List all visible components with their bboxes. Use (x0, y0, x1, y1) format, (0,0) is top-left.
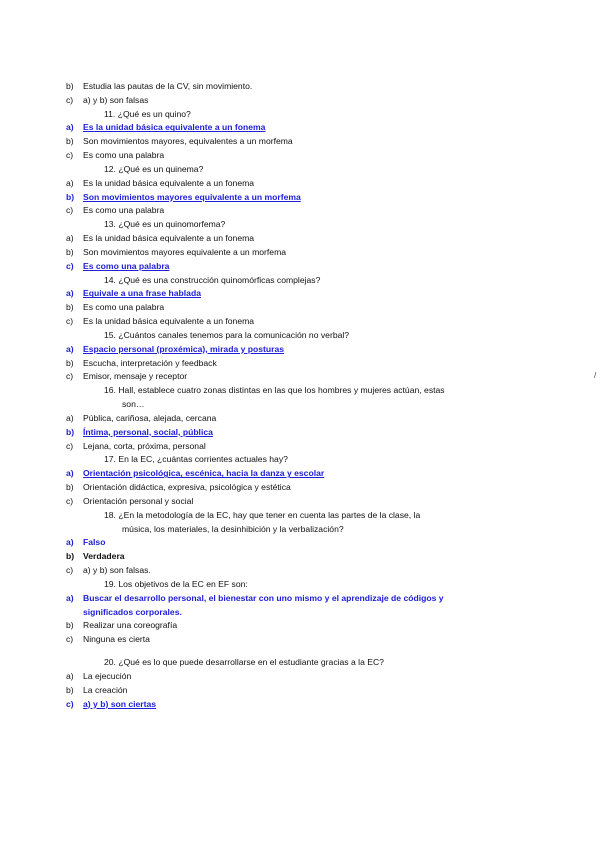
option (66, 685, 127, 696)
option-text: Es como una palabra (83, 302, 165, 313)
option-text: significados corporales. (83, 606, 182, 617)
question-text: 18. ¿En la metodología de la EC, hay que tener en cuenta las partes de la clase, la (104, 509, 421, 520)
option-letter: c) (66, 150, 74, 161)
answer-option (66, 344, 284, 355)
option-text: Emisor, mensaje y receptor (83, 371, 188, 382)
option-letter: a) (66, 412, 74, 423)
option-letter: a) (66, 177, 74, 188)
option-letter: b) (66, 136, 74, 147)
option-text: Es como una palabra (83, 205, 165, 216)
option (66, 358, 217, 369)
question-text: 16. Hall, establece cuatro zonas distintas en las que los hombres y mujeres actúan, estas (104, 385, 445, 396)
option-letter: a) (66, 288, 74, 299)
answer-option (66, 699, 156, 710)
margin-mark: / (594, 371, 597, 380)
option (66, 233, 254, 244)
option-letter: b) (66, 81, 74, 91)
question-text: 20. ¿Qué es lo que puede desarrollarse en el estudiante gracias a la EC? (104, 657, 384, 668)
option-text: a) y b) son falsas. (83, 565, 151, 576)
option-letter: c) (66, 698, 74, 709)
option (66, 371, 187, 382)
option-text: Falso (83, 537, 106, 548)
option-text: Lejana, corta, próxima, personal (83, 440, 206, 451)
answer-option (66, 607, 182, 618)
option-letter: b) (66, 246, 74, 257)
option-letter: b) (66, 426, 75, 437)
option (66, 81, 252, 92)
answer-option (66, 261, 169, 272)
option-letter: a) (66, 670, 74, 681)
option-letter: b) (66, 191, 75, 202)
option-letter: b) (66, 357, 74, 368)
option-letter: c) (66, 205, 74, 216)
option-letter: c) (66, 371, 74, 382)
answer-option (66, 537, 105, 548)
question-continuation: son… (122, 399, 145, 410)
option (66, 671, 131, 682)
question-text: 11. ¿Qué es un quino? (104, 108, 191, 119)
option-text: Pública, cariñosa, alejada, cercana (83, 412, 217, 423)
option-letter: b) (66, 620, 74, 631)
option-text: Verdadera (83, 551, 125, 562)
question-text: 12. ¿Qué es un quinema? (104, 163, 204, 174)
option (66, 316, 254, 327)
option-text: La creación (83, 684, 128, 695)
option-letter: a) (66, 592, 74, 603)
option-text: Estudia las pautas de la CV, sin movimiento. (83, 81, 253, 91)
option (66, 150, 164, 161)
option-text: Es la unidad básica equivalente a un fonema (83, 177, 255, 188)
option-letter: c) (66, 94, 74, 105)
answer-option (66, 192, 301, 203)
option-letter: a) (66, 468, 74, 479)
question-text: 19. Los objetivos de la EC en EF son: (104, 578, 248, 589)
option-letter: a) (66, 343, 74, 354)
option-letter: c) (66, 495, 74, 506)
option-text: Íntima, personal, social, pública (83, 426, 213, 437)
option-text: a) y b) son falsas (83, 94, 149, 105)
option-letter: b) (66, 684, 74, 695)
option (66, 178, 254, 189)
option-text: Es la unidad básica equivalente a un fonema (83, 316, 255, 327)
question-text: 13. ¿Qué es un quinomorfema? (104, 219, 226, 230)
option-text: Orientación personal y social (83, 495, 194, 506)
option-text: Son movimientos mayores equivalente a un morfema (83, 246, 287, 257)
option-letter: a) (66, 122, 74, 133)
question-text: 17. En la EC, ¿cuántas corrientes actuales hay? (104, 454, 288, 465)
option-letter: c) (66, 440, 74, 451)
question-continuation: música, los materiales, la desinhibición y la verbalización? (122, 523, 344, 534)
option-letter: b) (66, 302, 74, 313)
option (66, 620, 177, 631)
option (66, 496, 193, 507)
option-text: Realizar una coreografía (83, 620, 178, 631)
option-letter: a) (66, 537, 74, 548)
option (66, 205, 164, 216)
option-text: Es como una palabra (83, 150, 165, 161)
option-text: Orientación psicológica, escénica, hacia la danza y escolar (83, 468, 325, 479)
question-text: 15. ¿Cuántos canales tenemos para la comunicación no verbal? (104, 329, 350, 340)
option (66, 482, 291, 493)
option-text: Es la unidad básica equivalente a un fonema (83, 122, 266, 133)
option (66, 247, 286, 258)
option (66, 302, 164, 313)
option (66, 551, 125, 562)
option-text: Son movimientos mayores, equivalentes a un morfema (83, 136, 293, 147)
option-letter: c) (66, 316, 74, 327)
option-text: Equivale a una frase hablada (83, 288, 201, 299)
option-text: Escucha, interpretación y feedback (83, 357, 217, 368)
option-text: Es la unidad básica equivalente a un fonema (83, 233, 255, 244)
option-letter: b) (66, 482, 74, 493)
option (66, 441, 206, 452)
option-text: La ejecución (83, 670, 132, 681)
option (66, 634, 150, 645)
answer-option (66, 122, 265, 133)
option (66, 565, 151, 576)
option-letter: c) (66, 565, 74, 576)
option-text: Orientación didáctica, expresiva, psicológica y estética (83, 482, 291, 493)
option-text: Es como una palabra (83, 260, 170, 271)
option-text: Espacio personal (proxémica), mirada y posturas (83, 343, 285, 354)
answer-option (66, 427, 213, 438)
option-text: a) y b) son ciertas (83, 698, 157, 709)
option (66, 413, 216, 424)
question-text: 14. ¿Qué es una construcción quinomórficas complejas? (104, 274, 321, 285)
option (66, 136, 293, 147)
option-text: Son movimientos mayores equivalente a un morfema (83, 191, 301, 202)
option-letter: b) (66, 551, 75, 562)
option-text: Buscar el desarrollo personal, el bienestar con uno mismo y el aprendizaje de códigos y (83, 592, 444, 603)
option (66, 95, 148, 106)
answer-option (66, 468, 324, 479)
option-letter: c) (66, 260, 74, 271)
option-letter: a) (66, 233, 74, 244)
answer-option (66, 593, 444, 604)
option-text: Ninguna es cierta (83, 634, 150, 645)
answer-option (66, 288, 201, 299)
option-letter: c) (66, 634, 74, 645)
